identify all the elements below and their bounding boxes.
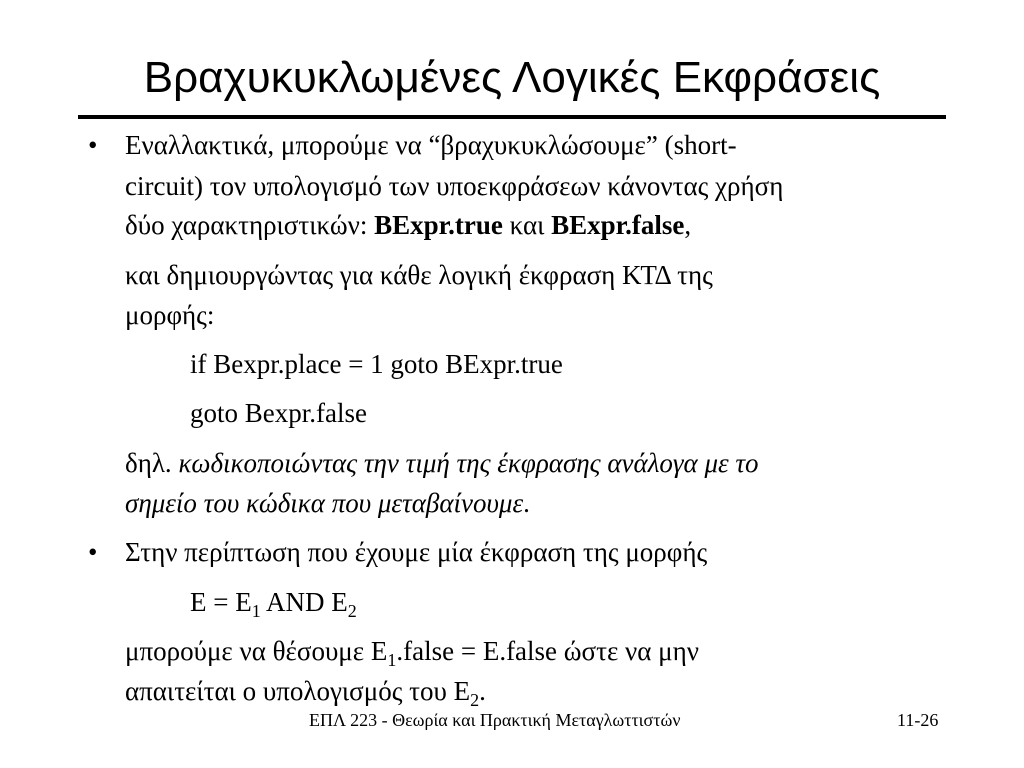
bullet2-line2	[125, 634, 699, 668]
bullet2-line2-b: .false = E.false ώστε να μην	[396, 636, 699, 666]
formula-subscript-1: 1	[251, 601, 261, 621]
bullet2-line2-a: μπορούμε να θέσουμε E	[125, 636, 388, 666]
title-divider	[78, 115, 946, 119]
bullet2-line1: Στην περίπτωση που έχουμε μία έκφραση της μορφής	[125, 537, 708, 567]
bexpr-false-term: BExpr.false	[551, 210, 685, 240]
bexpr-true-term: BExpr.true	[374, 210, 503, 240]
bullet1-line5: μορφής:	[125, 300, 215, 330]
code-line-1: if Bexpr.place = 1 goto BExpr.true	[190, 349, 563, 379]
bullet1-line1: Εναλλακτικά, μπορούμε να “βραχυκυκλώσουμε” (short-	[125, 130, 737, 160]
bullet2-line3-b: .	[479, 676, 486, 706]
bullet-marker-1: •	[88, 130, 98, 160]
bullet2-line3-a: απαιτείται ο υπολογισμός του E	[125, 676, 471, 706]
bullet1-line7-italic: σημείο του κώδικα που μεταβαίνουμε	[125, 488, 524, 518]
bullet-marker-2: •	[88, 537, 98, 567]
bullet1-line6-italic: κωδικοποιώντας την τιμή της έκφρασης ανάλογα με το	[178, 448, 759, 478]
bullet1-line7	[125, 486, 530, 520]
bullet1-line6-prefix: δηλ.	[125, 448, 179, 478]
footer-page-number: 11-26	[897, 710, 939, 730]
bullet1-line3-conj: και	[502, 210, 552, 240]
formula-line	[190, 585, 357, 619]
bullet1-line2: circuit) τον υπολογισμό των υποεκφράσεων κάνοντας χρήση	[125, 171, 784, 201]
footer-course: ΕΠΛ 223 - Θεωρία και Πρακτική Μεταγλωττιστών	[309, 710, 681, 730]
bullet1-line7-period: .	[523, 488, 530, 518]
formula-part-b: AND E	[260, 587, 348, 617]
formula-subscript-2: 2	[347, 601, 357, 621]
bullet1-line6	[125, 446, 759, 480]
code-line-2: goto Bexpr.false	[190, 398, 367, 428]
bullet2-line2-subscript: 1	[387, 650, 397, 670]
bullet2-line3-subscript: 2	[470, 690, 480, 710]
formula-part-a: E = E	[190, 587, 252, 617]
bullet1-line3	[125, 208, 691, 242]
slide-title: Βραχυκυκλωμένες Λογικές Εκφράσεις	[143, 53, 881, 102]
bullet1-line3-text: δύο χαρακτηριστικών:	[125, 210, 375, 240]
bullet1-line3-comma: ,	[684, 210, 692, 240]
bullet2-line3	[125, 674, 486, 708]
bullet1-line4: και δημιουργώντας για κάθε λογική έκφραση ΚΤΔ της	[125, 260, 713, 290]
